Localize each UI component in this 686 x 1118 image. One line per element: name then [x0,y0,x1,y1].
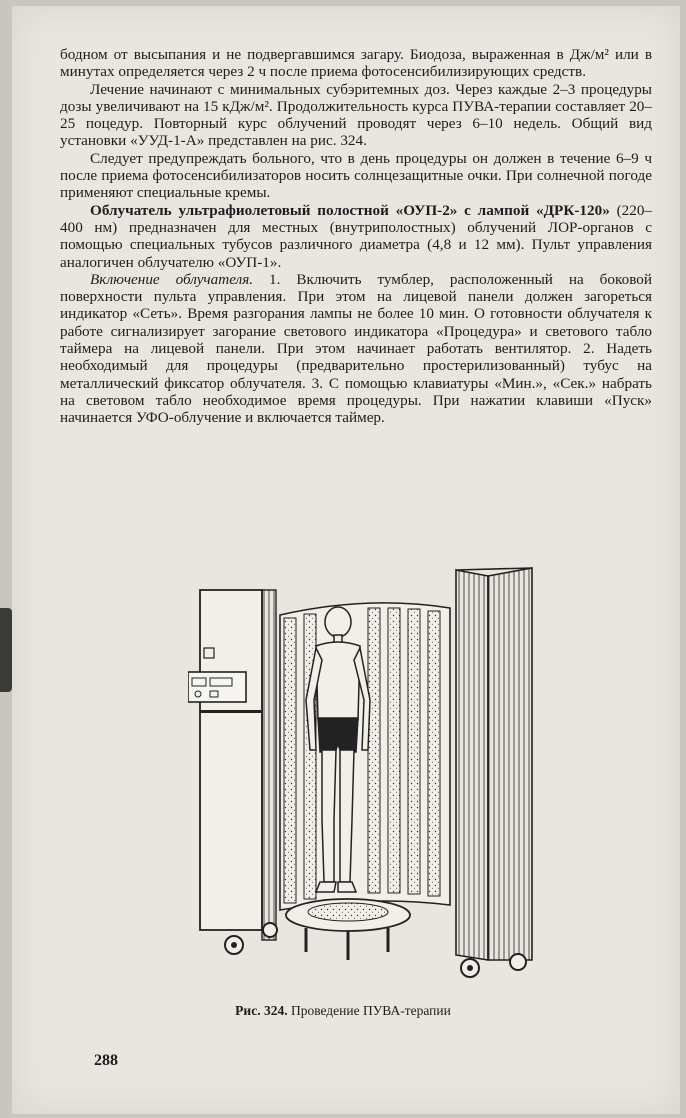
paragraph-1: бодном от высыпания и не подвергавшимся загару. Биодоза, выраженная в Дж/м² или в минутах определяется через 2 ч после приема фотосенсибилизирующих средств. [60,46,652,81]
page-edge-strip [0,608,12,692]
figure-caption [0,1003,686,1019]
page-number: 288 [94,1052,118,1069]
device-title: Облучатель ультрафиолетовый полостной «ОУП-2» с лампой «ДРК-120» [90,201,610,219]
puva-cabin-illustration [188,560,548,990]
procedure-steps: 1. Включить тумблер, расположенный на боковой поверхности пульта управления. При этом на лицевой панели должен загореться индикатор «Сеть». Время разгорания лампы не более 10 мин. О готовности облучателя к работе сигнализирует загорание светового индикатора «Процедура» и светового табло таймера на лицевой панели. При этом начинает работать вентилятор. 2. Надеть необходимый для процедуры (предварительно простерилизованный) тубус на металлический фиксатор облучателя. 3. С помощью клавиатуры «Мин.», «Сек.» набрать на световом табло необходимое время процедуры. При нажатии клавиши «Пуск» начинается УФО-облучение и включается таймер. [60,270,652,427]
paragraph-4 [60,202,652,271]
procedure-heading: Включение облучателя. [90,270,254,288]
paragraph-3: Следует предупреждать больного, что в день процедуры он должен в течение 6–9 ч после приема фотосенсибилизаторов носить солнцезащитные очки. При солнечной погоде применяют специальные кремы. [60,149,652,202]
figure-caption-text: Проведение ПУВА-терапии [290,1003,451,1018]
paragraph-5 [60,271,652,427]
body-text [60,46,652,427]
figure-label: Рис. 324. [235,1003,288,1018]
device-description: (220–400 нм) предназначен для местных (внутриполостных) облучений ЛОР-органов с помощью специальных тубусов различного диаметра (4,8 и 12 мм). Пульт управления аналогичен облучателю «ОУП-1». [60,201,653,271]
paragraph-2: Лечение начинают с минимальных субэритемных доз. Через каждые 2–3 процедуры дозы увеличивают на 15 кДж/м². Продолжительность курса ПУВА-терапии составляет 20–25 поцедур. Повторный курс облучений проводят через 6–10 недель. Общий вид установки «УУД-1-А» представлен на рис. 324. [60,80,652,150]
